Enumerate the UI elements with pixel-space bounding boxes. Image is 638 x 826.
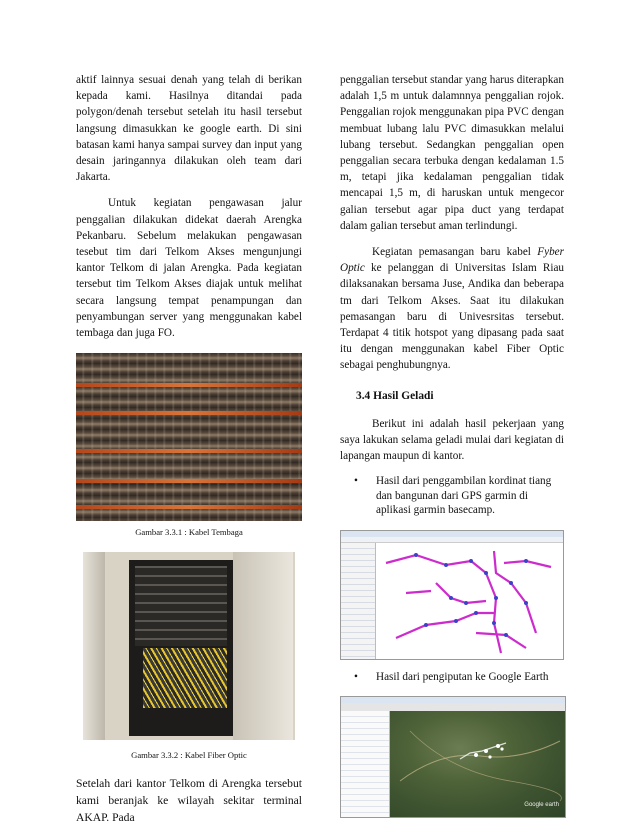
para2-rest: ke pelanggan di Universitas Islam Riau dilaksanakan bersama Juse, Andika dan beberapa tm dari Telkom Akses. Saat itu dilakukan pemasangan baru di Univesrsitas tersebut. Terdapat 4 titik hotspot yang dipasang pada saat itu dengan menggunakan kabel Fiber Optic sebagai penghubungnya. (340, 262, 565, 372)
basecamp-sidebar (341, 543, 376, 659)
gps-route-line (476, 633, 526, 648)
gps-route-line (386, 555, 471, 565)
para2-start: Kegiatan pemasangan baru kabel (372, 246, 531, 259)
google-earth-screenshot (340, 696, 566, 818)
right-column (340, 72, 564, 818)
gps-point (444, 563, 448, 567)
google-earth-watermark: Google earth (524, 802, 559, 809)
figure-2-caption: Gambar 3.3.2 : Kabel Fiber Optic (131, 750, 247, 761)
gps-point (469, 559, 473, 563)
copper-cable-photo (76, 353, 302, 521)
results-list-2 (340, 670, 564, 685)
gps-route-line (436, 583, 486, 603)
gps-point (504, 633, 508, 637)
para2-italic: Fyber Optic (340, 246, 564, 275)
gps-point (454, 619, 458, 623)
results-list-1 (340, 474, 564, 518)
garmin-basecamp-screenshot (340, 530, 564, 660)
gps-point (414, 553, 418, 557)
gps-point (464, 601, 468, 605)
fiber-optic-photo (83, 552, 295, 740)
figure-copper-cable (76, 353, 302, 538)
left-paragraph-1: aktif lainnya sesuai denah yang telah di berikan kepada kami. Hasilnya ditandai pada polygon/denah tersebut setelah itu hasil tersebut langsung dimasukkan ke google earth. Di sini batasan kami hanya sampai survey dan input yang desain jaringannya dilakukan oleh team dari Jakarta. (76, 74, 302, 184)
gps-point (509, 581, 513, 585)
left-paragraph-2: Untuk kegiatan pengawasan jalur penggalian dilakukan didekat daerah Arengka Pekanbaru. Sebelum melakukan pengawasan tesebut tim dari Telkom Akses mengunjungi kantor Telkom di jalan Arengka. Pada kegiatan tersebut tim Telkom Akses diajak untuk melihat secara langsung tempat penampungan dan penyambungan server yang menggunakan kabel tembaga dan juga FO. (76, 197, 302, 340)
figure-fiber-optic (76, 552, 302, 761)
gps-point (424, 623, 428, 627)
gps-point (474, 611, 478, 615)
google-earth-satellite-view (390, 711, 565, 817)
gps-route-line (406, 591, 431, 593)
gps-point (492, 621, 496, 625)
section-heading: 3.4 Hasil Geladi (356, 389, 434, 402)
gps-point (494, 596, 498, 600)
left-column (76, 72, 302, 826)
basecamp-map (376, 543, 563, 659)
gps-point (484, 571, 488, 575)
figure-1-caption: Gambar 3.3.1 : Kabel Tembaga (135, 527, 243, 538)
list-item: • Hasil dari pengiputan ke Google Earth (354, 670, 549, 683)
gps-route-line (494, 551, 536, 633)
left-paragraph-3: Setelah dari kantor Telkom di Arengka tersebut kami beranjak ke wilayah sekitar terminal AKAP. Pada (76, 777, 302, 825)
gps-track-map (376, 543, 563, 658)
list-item: • Hasil dari penggambilan kordinat tiang dan bangunan dari GPS garmin di aplikasi garmin basecamp. (354, 475, 552, 517)
right-paragraph-2 (340, 244, 564, 374)
right-paragraph-1: penggalian tersebut standar yang harus diterapkan adalah 1,5 m untuk dalamnnya penggalian rojok. Penggalian rojok menggunakan pipa PVC dengan membuat lubang lalu PVC dimasukkan melalui lubang tersebut. Sedangkan penggalian open penggalian secara terbuka dengan kedalaman 1.5 m, tetapi jika kedalaman penggalian tidak mencapai 1,5 m, di haruskan untuk mengecor galian tersebut agar pipa duct yang terdapat dalam galian tersebut aman terlindungi. (340, 74, 564, 232)
gps-point (524, 601, 528, 605)
gps-point (449, 596, 453, 600)
google-earth-places-panel (341, 711, 390, 817)
right-paragraph-3: Berikut ini adalah hasil pekerjaan yang saya lakukan selama geladi mulai dari kegiatan di lapangan maupun di kantor. (340, 417, 564, 463)
gps-point (524, 559, 528, 563)
